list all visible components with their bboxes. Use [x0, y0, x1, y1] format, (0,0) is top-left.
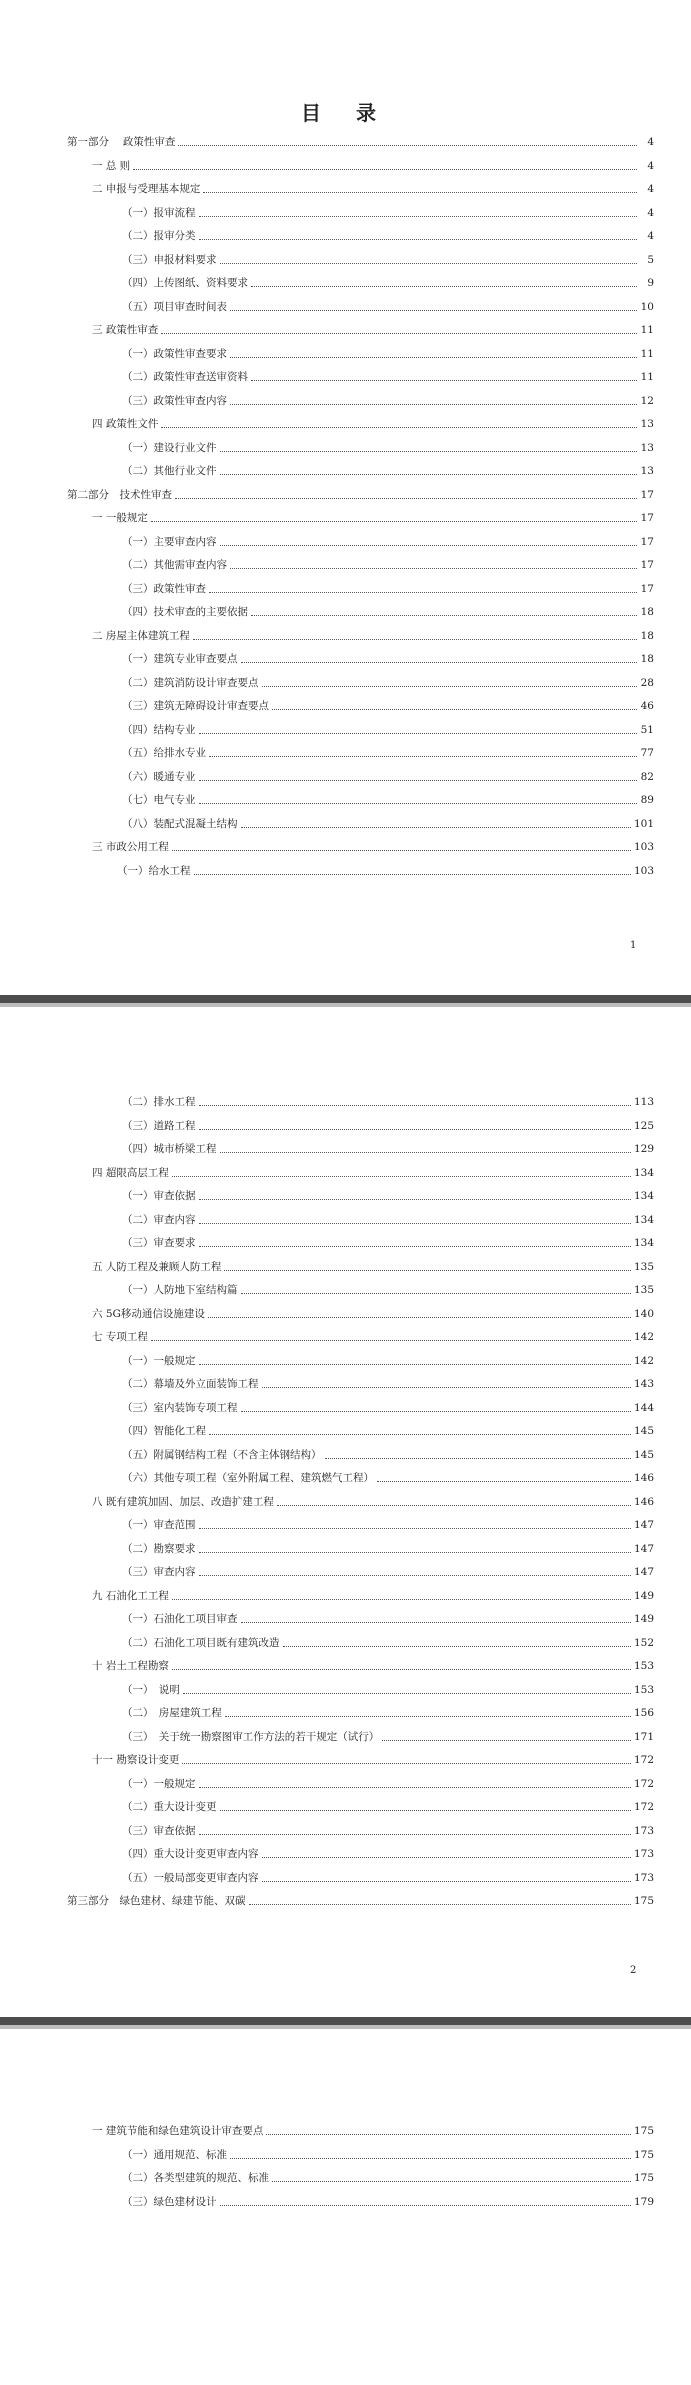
toc-entry[interactable]	[67, 1256, 654, 1280]
toc-entry[interactable]	[67, 1185, 654, 1209]
toc-entry-page: 142	[633, 1354, 654, 1367]
toc-entry-page: 135	[633, 1284, 654, 1296]
toc-entry-page: 149	[633, 1589, 654, 1602]
toc-entry-title: （二）政策性审查送审资料	[122, 371, 248, 383]
toc-entry[interactable]	[67, 1209, 654, 1233]
toc-entry[interactable]	[67, 1608, 654, 1632]
toc-entry-title: （二）排水工程	[122, 1096, 196, 1108]
toc-entry-page: 134	[633, 1213, 654, 1226]
toc-entry-page: 113	[633, 1096, 654, 1108]
dot-leader	[161, 333, 637, 334]
toc-entry-title: （二）各类型建筑的规范、标准	[122, 2172, 269, 2184]
toc-entry-title: （三）建筑无障碍设计审查要点	[122, 700, 269, 712]
toc-entry[interactable]	[67, 2191, 654, 2215]
dot-leader	[249, 1904, 631, 1905]
toc-entry-page: 172	[633, 1777, 654, 1790]
dot-leader	[220, 1152, 631, 1153]
toc-entry-page: 17	[640, 535, 654, 548]
toc-entry-title: （二）石油化工项目既有建筑改造	[122, 1636, 280, 1649]
dot-leader	[377, 1481, 631, 1482]
toc-entry-title: （二）审查内容	[122, 1213, 196, 1226]
dot-leader	[209, 756, 637, 757]
toc-entry-page: 5	[647, 253, 654, 266]
toc-entry[interactable]	[67, 249, 654, 273]
toc-entry-title: （三）审查依据	[122, 1824, 196, 1837]
toc-entry[interactable]	[67, 789, 654, 813]
toc-entry-page: 10	[640, 300, 654, 313]
toc-entry-page: 145	[633, 1448, 654, 1461]
toc-entry[interactable]	[67, 2144, 654, 2168]
toc-entry[interactable]	[67, 578, 654, 602]
toc-entry[interactable]	[67, 272, 654, 296]
dot-leader	[199, 780, 638, 781]
toc-entry-title: （四）重大设计变更审查内容	[122, 1848, 259, 1860]
toc-entry-page: 135	[633, 1260, 654, 1273]
toc-entry-title: 第二部分 技术性审查	[67, 488, 172, 501]
toc-entry-page: 18	[640, 653, 654, 665]
toc-entry[interactable]	[67, 1162, 654, 1186]
toc-entry[interactable]	[67, 1585, 654, 1609]
toc-entry-page: 46	[640, 700, 654, 712]
toc-entry-title: （三）绿色建材设计	[122, 2195, 217, 2208]
dot-leader	[251, 615, 637, 616]
dot-leader	[262, 1387, 631, 1388]
toc-entry[interactable]	[67, 1138, 654, 1162]
toc-entry-title: （四）城市桥梁工程	[122, 1143, 217, 1155]
dot-leader	[230, 568, 637, 569]
toc-entry-page: 147	[633, 1542, 654, 1555]
toc-entry-title: （一）审查依据	[122, 1190, 196, 1202]
dot-leader	[199, 1787, 631, 1788]
toc-entry-page: 146	[633, 1472, 654, 1484]
toc-entry-page: 28	[640, 676, 654, 689]
dot-leader	[199, 1223, 631, 1224]
toc-entry-page: 11	[640, 324, 654, 336]
toc-entry[interactable]	[67, 1890, 654, 1914]
toc-entry[interactable]	[67, 1561, 654, 1585]
dot-leader	[266, 2134, 631, 2135]
toc-entry[interactable]	[67, 366, 654, 390]
toc-entry-title: 九 石油化工工程	[92, 1589, 169, 1602]
toc-entry[interactable]	[67, 1491, 654, 1515]
toc-list-page-2	[67, 1091, 654, 1914]
dot-leader	[199, 1834, 631, 1835]
toc-entry-page: 147	[633, 1566, 654, 1578]
toc-entry[interactable]	[67, 1373, 654, 1397]
toc-entry-title: 四 超限高层工程	[92, 1166, 169, 1179]
toc-entry[interactable]	[67, 202, 654, 226]
toc-entry[interactable]	[67, 413, 654, 437]
toc-entry-page: 146	[633, 1495, 654, 1508]
toc-entry[interactable]	[67, 131, 654, 155]
dot-leader	[199, 803, 638, 804]
dot-leader	[241, 1293, 631, 1294]
toc-entry-page: 17	[640, 582, 654, 595]
dot-leader	[199, 1575, 631, 1576]
toc-entry-page: 149	[633, 1613, 654, 1625]
toc-entry[interactable]	[67, 625, 654, 649]
toc-entry-page: 82	[640, 770, 654, 783]
toc-entry-page: 156	[633, 1707, 654, 1719]
toc-entry-page: 153	[633, 1660, 654, 1672]
dot-leader	[241, 662, 638, 663]
toc-entry[interactable]	[67, 1232, 654, 1256]
toc-entry-title: （五）给排水专业	[122, 747, 206, 759]
toc-entry[interactable]	[67, 836, 654, 860]
toc-entry-title: （一）建设行业文件	[122, 441, 217, 454]
dot-leader	[193, 639, 637, 640]
toc-entry-title: 二 申报与受理基本规定	[92, 183, 201, 195]
toc-entry[interactable]	[67, 1538, 654, 1562]
toc-entry[interactable]	[67, 1326, 654, 1350]
toc-entry-page: 13	[640, 441, 654, 454]
toc-entry-title: 七 专项工程	[92, 1331, 148, 1343]
dot-leader	[151, 521, 637, 522]
dot-leader	[199, 1364, 631, 1365]
toc-entry[interactable]	[67, 719, 654, 743]
toc-entry-page: 11	[640, 371, 654, 383]
dot-leader	[209, 1434, 631, 1435]
dot-leader	[172, 1599, 631, 1600]
toc-entry-title: （四）智能化工程	[122, 1425, 206, 1437]
toc-entry-title: 四 政策性文件	[92, 418, 159, 430]
toc-entry-page: 4	[647, 183, 654, 195]
toc-entry-page: 140	[633, 1307, 654, 1320]
dot-leader	[220, 1810, 631, 1811]
dot-leader	[209, 592, 637, 593]
dot-leader	[241, 827, 631, 828]
toc-entry[interactable]	[67, 296, 654, 320]
dot-leader	[241, 1411, 631, 1412]
toc-entry-page: 145	[633, 1425, 654, 1437]
toc-entry[interactable]	[67, 1843, 654, 1867]
toc-entry-page: 4	[647, 136, 654, 148]
toc-entry-title: 第三部分 绿色建材、绿建节能、双碳	[67, 1895, 246, 1907]
toc-entry[interactable]	[67, 648, 654, 672]
toc-entry-title: （五）附属钢结构工程（不含主体钢结构）	[122, 1448, 322, 1461]
toc-entry-title: 八 既有建筑加固、加层、改造扩建工程	[92, 1495, 274, 1508]
toc-entry-page: 134	[633, 1237, 654, 1249]
toc-entry[interactable]	[67, 1467, 654, 1491]
dot-leader	[251, 380, 637, 381]
dot-leader	[199, 1528, 631, 1529]
dot-leader	[178, 145, 637, 146]
toc-entry-title: （一）人防地下室结构篇	[122, 1284, 238, 1296]
toc-entry[interactable]	[67, 2120, 654, 2144]
dot-leader	[194, 874, 631, 875]
toc-entry[interactable]	[67, 225, 654, 249]
toc-entry[interactable]	[67, 742, 654, 766]
dot-leader	[272, 2181, 631, 2182]
toc-entry[interactable]	[67, 1397, 654, 1421]
toc-entry-page: 134	[633, 1190, 654, 1202]
toc-entry-title: （六）暖通专业	[122, 770, 196, 783]
toc-entry-page: 4	[647, 159, 654, 172]
toc-entry[interactable]	[67, 860, 654, 884]
page-separator	[0, 995, 691, 1007]
toc-entry-page: 17	[640, 488, 654, 501]
toc-entry-page: 11	[640, 347, 654, 360]
toc-entry-page: 9	[647, 277, 654, 289]
toc-entry[interactable]	[67, 1749, 654, 1773]
toc-entry-title: （二）建筑消防设计审查要点	[122, 676, 259, 689]
toc-entry-page: 173	[633, 1871, 654, 1884]
dot-leader	[230, 310, 637, 311]
toc-list-page-3	[67, 2120, 654, 2214]
toc-entry[interactable]	[67, 695, 654, 719]
toc-entry[interactable]	[67, 1303, 654, 1327]
toc-entry-title: （一）主要审查内容	[122, 535, 217, 548]
toc-entry-page: 173	[633, 1848, 654, 1860]
toc-entry[interactable]	[67, 1420, 654, 1444]
dot-leader	[251, 286, 637, 287]
toc-entry[interactable]	[67, 672, 654, 696]
dot-leader	[262, 1857, 631, 1858]
toc-entry[interactable]	[67, 1702, 654, 1726]
toc-entry-page: 17	[640, 559, 654, 571]
toc-entry-title: （五）项目审查时间表	[122, 300, 227, 313]
toc-entry-page: 18	[640, 629, 654, 642]
toc-entry[interactable]	[67, 2167, 654, 2191]
toc-entry[interactable]	[67, 1632, 654, 1656]
toc-entry-title: （二）幕墙及外立面装饰工程	[122, 1378, 259, 1390]
toc-entry-title: 五 人防工程及兼顾人防工程	[92, 1260, 222, 1273]
toc-entry-page: 129	[633, 1143, 654, 1155]
toc-entry-title: （三）申报材料要求	[122, 253, 217, 266]
toc-entry[interactable]	[67, 1796, 654, 1820]
dot-leader	[224, 1270, 631, 1271]
toc-entry[interactable]	[67, 1514, 654, 1538]
toc-entry-page: 171	[633, 1730, 654, 1743]
toc-entry[interactable]	[67, 1820, 654, 1844]
toc-entry-title: （二）勘察要求	[122, 1542, 196, 1555]
dot-leader	[172, 1669, 631, 1670]
toc-entry[interactable]	[67, 1773, 654, 1797]
dot-leader	[225, 1716, 631, 1717]
toc-entry-page: 89	[640, 794, 654, 806]
dot-leader	[183, 1693, 631, 1694]
toc-entry-title: 第一部分 政策性审查	[67, 136, 176, 148]
toc-entry-page: 101	[633, 817, 654, 830]
toc-entry-title: 六 5G移动通信设施建设	[92, 1307, 205, 1320]
dot-leader	[220, 263, 638, 264]
toc-entry-title: （三）审查内容	[122, 1566, 196, 1578]
dot-leader	[230, 357, 637, 358]
toc-entry[interactable]	[67, 1726, 654, 1750]
dot-leader	[382, 1740, 631, 1741]
toc-entry[interactable]	[67, 390, 654, 414]
toc-entry[interactable]	[67, 507, 654, 531]
toc-entry-title: 一 总 则	[92, 159, 131, 172]
page-separator	[0, 2017, 691, 2029]
page-number: 2	[630, 1965, 637, 1976]
dot-leader	[199, 1552, 631, 1553]
toc-entry-page: 153	[633, 1683, 654, 1696]
dot-leader	[172, 850, 631, 851]
toc-entry-page: 4	[647, 230, 654, 242]
toc-entry-page: 175	[633, 1895, 654, 1907]
toc-entry[interactable]	[67, 1091, 654, 1115]
toc-entry-title: （二）报审分类	[122, 230, 196, 242]
toc-entry-title: （三）政策性审查内容	[122, 394, 227, 407]
dot-leader	[220, 545, 638, 546]
dot-leader	[220, 2205, 631, 2206]
toc-entry-title: （四）技术审查的主要依据	[122, 606, 248, 618]
toc-entry-title: （三）道路工程	[122, 1119, 196, 1132]
toc-entry[interactable]	[67, 319, 654, 343]
toc-entry-page: 18	[640, 606, 654, 618]
dot-leader	[220, 451, 638, 452]
toc-entry-page: 172	[633, 1754, 654, 1766]
document-page-1	[0, 0, 691, 995]
toc-entry-title: （六）其他专项工程（室外附属工程、建筑燃气工程）	[122, 1472, 374, 1484]
dot-leader	[199, 1199, 631, 1200]
dot-leader	[262, 686, 638, 687]
toc-list-page-1	[67, 131, 654, 883]
toc-entry[interactable]	[67, 1679, 654, 1703]
toc-entry-page: 147	[633, 1519, 654, 1531]
toc-entry-title: （三） 关于统一勘察图审工作方法的若干规定（试行）	[122, 1730, 380, 1743]
toc-entry-title: （一）一般规定	[122, 1354, 196, 1367]
toc-entry-page: 134	[633, 1166, 654, 1179]
dot-leader	[151, 1340, 631, 1341]
toc-entry[interactable]	[67, 484, 654, 508]
toc-entry-page: 13	[640, 418, 654, 430]
toc-entry-title: （二）重大设计变更	[122, 1801, 217, 1813]
toc-entry[interactable]	[67, 813, 654, 837]
toc-entry-page: 143	[633, 1378, 654, 1390]
toc-entry-title: （八）装配式混凝土结构	[122, 817, 238, 830]
toc-entry-title: （一） 说明	[122, 1683, 180, 1696]
toc-entry-title: 三 政策性审查	[92, 324, 159, 336]
toc-entry-title: （一）政策性审查要求	[122, 347, 227, 360]
toc-entry-title: （四）结构专业	[122, 723, 196, 736]
toc-entry-title: 一 建筑节能和绿色建筑设计审查要点	[92, 2125, 264, 2137]
toc-entry-page: 144	[633, 1401, 654, 1414]
toc-entry[interactable]	[67, 601, 654, 625]
toc-entry-title: （二）其他需审查内容	[122, 559, 227, 571]
dot-leader	[272, 709, 637, 710]
toc-entry-title: 二 房屋主体建筑工程	[92, 629, 190, 642]
toc-entry-title: （七）电气专业	[122, 794, 196, 806]
dot-leader	[199, 239, 638, 240]
dot-leader	[230, 2158, 631, 2159]
dot-leader	[161, 427, 637, 428]
toc-entry-title: （三）政策性审查	[122, 582, 206, 595]
dot-leader	[203, 192, 637, 193]
toc-entry[interactable]	[67, 1444, 654, 1468]
toc-entry[interactable]	[67, 178, 654, 202]
toc-entry[interactable]	[67, 343, 654, 367]
toc-entry-title: 一 一般规定	[92, 512, 148, 524]
toc-entry-title: （四）上传图纸、资料要求	[122, 277, 248, 289]
toc-entry-page: 17	[640, 512, 654, 524]
dot-leader	[325, 1458, 631, 1459]
toc-entry[interactable]	[67, 554, 654, 578]
dot-leader	[199, 1105, 631, 1106]
toc-entry[interactable]	[67, 1867, 654, 1891]
toc-entry-page: 179	[633, 2195, 654, 2208]
toc-entry-title: （三）审查要求	[122, 1237, 196, 1249]
toc-entry-title: 十一 勘察设计变更	[92, 1754, 180, 1766]
dot-leader	[230, 404, 637, 405]
toc-entry[interactable]	[67, 155, 654, 179]
dot-leader	[199, 733, 638, 734]
dot-leader	[241, 1622, 631, 1623]
toc-entry-page: 173	[633, 1824, 654, 1837]
toc-entry-page: 175	[633, 2125, 654, 2137]
dot-leader	[199, 216, 638, 217]
toc-entry-title: 三 市政公用工程	[92, 841, 169, 853]
toc-entry[interactable]	[67, 766, 654, 790]
toc-entry-title: （一）建筑专业审查要点	[122, 653, 238, 665]
toc-entry-title: （二）其他行业文件	[122, 465, 217, 477]
toc-entry-page: 12	[640, 394, 654, 407]
toc-entry-title: （一）通用规范、标准	[122, 2148, 227, 2161]
toc-entry[interactable]	[67, 1350, 654, 1374]
dot-leader	[199, 1129, 631, 1130]
dot-leader	[172, 1176, 631, 1177]
toc-entry-page: 103	[633, 864, 654, 877]
toc-entry[interactable]	[67, 1655, 654, 1679]
toc-entry-title: 十 岩土工程勘察	[92, 1660, 169, 1672]
dot-leader	[220, 474, 638, 475]
toc-entry-title: （三）室内装饰专项工程	[122, 1401, 238, 1414]
toc-entry-title: （五）一般局部变更审查内容	[122, 1871, 259, 1884]
toc-entry[interactable]	[67, 531, 654, 555]
dot-leader	[277, 1505, 631, 1506]
dot-leader	[182, 1763, 631, 1764]
page-number: 1	[630, 940, 637, 951]
toc-entry[interactable]	[67, 437, 654, 461]
toc-entry[interactable]	[67, 1279, 654, 1303]
toc-entry-page: 51	[640, 723, 654, 736]
document-page-3	[0, 2029, 691, 2385]
toc-entry-page: 125	[633, 1119, 654, 1132]
toc-entry-title: （一）审查范围	[122, 1519, 196, 1531]
dot-leader	[262, 1881, 631, 1882]
toc-entry-page: 172	[633, 1801, 654, 1813]
toc-entry-title: （二） 房屋建筑工程	[122, 1707, 222, 1719]
toc-entry-page: 175	[633, 2172, 654, 2184]
toc-entry-title: （一）一般规定	[122, 1777, 196, 1790]
toc-entry-page: 142	[633, 1331, 654, 1343]
document-page-2	[0, 1007, 691, 2017]
toc-entry-page: 13	[640, 465, 654, 477]
toc-entry-page: 152	[633, 1636, 654, 1649]
toc-title: 目 录	[301, 101, 390, 125]
dot-leader	[283, 1646, 631, 1647]
toc-entry-title: （一）报审流程	[122, 206, 196, 219]
toc-entry-title: （一）石油化工项目审查	[122, 1613, 238, 1625]
toc-entry[interactable]	[67, 460, 654, 484]
toc-entry-page: 4	[647, 206, 654, 219]
toc-entry-page: 77	[640, 747, 654, 759]
toc-entry-page: 175	[633, 2148, 654, 2161]
dot-leader	[175, 498, 637, 499]
dot-leader	[133, 169, 637, 170]
dot-leader	[199, 1246, 631, 1247]
dot-leader	[208, 1317, 631, 1318]
toc-entry[interactable]	[67, 1115, 654, 1139]
toc-entry-title: （一）给水工程	[117, 864, 191, 877]
toc-entry-page: 103	[633, 841, 654, 853]
